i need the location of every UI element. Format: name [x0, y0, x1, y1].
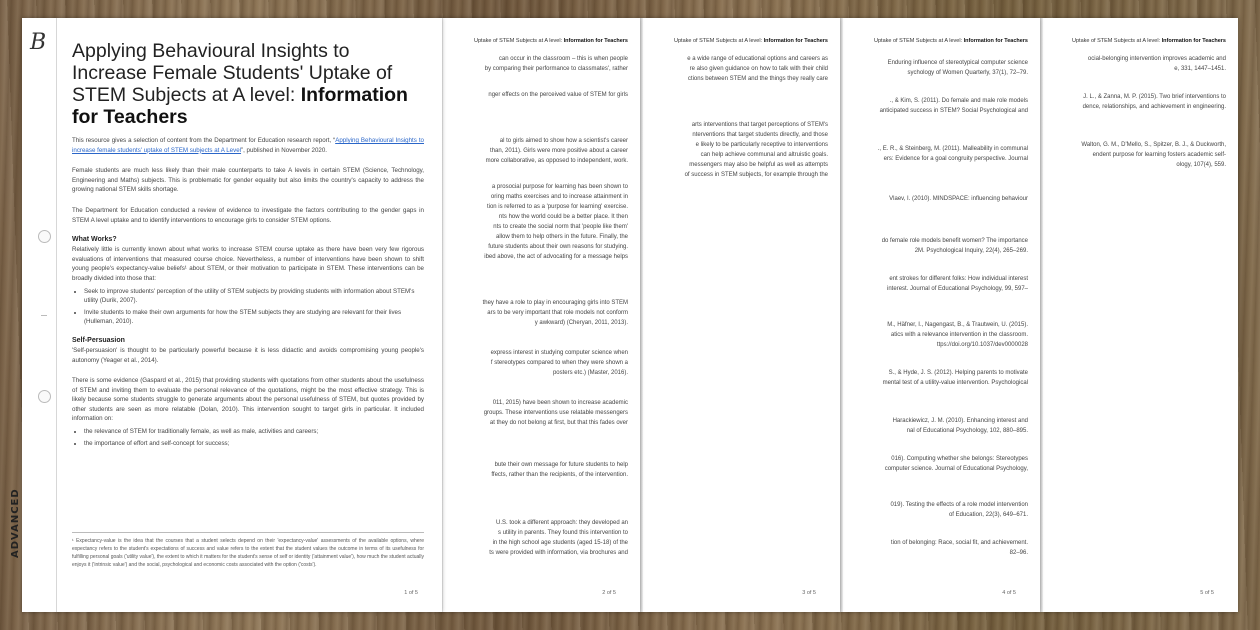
text-line: by comparing their performance to classmates', rather	[484, 66, 628, 72]
text-line: future students about their own reasons for studying.	[488, 244, 628, 250]
text-line: groups. These interventions use relatable messengers	[483, 410, 628, 416]
text-line: messengers may also be helpful as well as attempts	[689, 162, 828, 168]
paragraph: The Department for Education conducted a review of evidence to investigate the factors contributing to the gender gaps in STEM A level uptake and to identify interventions to encourage girls to consider STEM options.	[72, 206, 424, 224]
list-item: • Invite students to make their own arguments for how the STEM subjects they are studying are relevant for their lives (Hulleman, 2010).	[84, 308, 424, 327]
text-line: than, 2011). Girls were more positive about a career	[490, 148, 628, 154]
running-header: Uptake of STEM Subjects at A level: Information for Teachers	[474, 38, 628, 44]
text-line: endent purpose for learning fosters academic self-	[1092, 152, 1226, 158]
center-mark	[41, 315, 47, 316]
text-line: 016). Computing whether she belongs: Stereotypes	[891, 456, 1028, 462]
text-line: Walton, G. M., D'Mello, S., Spitzer, B. J., & Duckworth,	[1081, 142, 1226, 148]
logo-b-icon: B	[30, 30, 47, 55]
text-line: do female role models benefit women? The importance	[881, 238, 1028, 244]
page-fold-shadow	[840, 18, 843, 612]
section-heading-self-persuasion: Self-Persuasion	[72, 336, 125, 344]
text-line: Harackiewicz, J. M. (2010). Enhancing interest and	[892, 418, 1028, 424]
page-number: 5 of 5	[1200, 590, 1214, 596]
text-line: Enduring influence of stereotypical computer science	[887, 60, 1028, 66]
text-line: U.S. took a different approach: they developed an	[496, 520, 628, 526]
punch-hole-icon	[38, 390, 51, 403]
text-line: S., & Hyde, J. S. (2012). Helping parents to motivate	[888, 370, 1028, 376]
text-line: oring maths exercises and to increase attainment in	[490, 194, 628, 200]
text-line: Vlaev, I. (2010). MINDSPACE: influencing behaviour	[889, 196, 1028, 202]
footnote: ¹ Expectancy-value is the idea that the courses that a student selects depend on their 'expectancy-value' assessments of the available options, where expectancy refers to the student's expectations of success and value refers to the extent that the student values the outcome in terms of its usefulness for fulfilling personal goals ('utility value'), the extent to which it matters for the student's sense of self or identity ('attainment value'), how much the student actually enjoys it ('intrinsic value') and the social, psychological and economic costs associated with the option ('costs').	[72, 532, 424, 569]
text-line: ology, 107(4), 559.	[1176, 162, 1226, 168]
text-line: a prosocial purpose for learning has been shown to	[491, 184, 628, 190]
text-line: can occur in the classroom – this is when people	[498, 56, 628, 62]
bullet-list	[72, 427, 424, 448]
text-line: ocial-belonging intervention improves academic and	[1087, 56, 1226, 62]
text-line: ttps://doi.org/10.1037/dev0000028	[936, 342, 1028, 348]
section-heading-what-works: What Works?	[72, 236, 117, 244]
text-line: express interest in studying computer science when	[490, 350, 628, 356]
list-item: • the relevance of STEM for traditionally female, as well as male, activities and careers;	[84, 427, 424, 437]
text-line: ts were provided with information, via brochures and	[489, 550, 628, 556]
text-line: they have a role to play in encouraging girls into STEM	[482, 300, 628, 306]
text-line: e likely to be particularly receptive to interventions	[695, 142, 828, 148]
text-line: in the high school age students (aged 15-18) of the	[492, 540, 628, 546]
text-line: ffects, rather than the recipients, of the intervention.	[491, 472, 628, 478]
text-line: anticipated success in STEM? Social Psychological and	[879, 108, 1028, 114]
text-line: mental test of a utility-value intervention. Psychological	[882, 380, 1028, 386]
text-line: f stereotypes compared to when they were shown a	[490, 360, 628, 366]
text-line: of Education, 22(3), 649–671.	[948, 512, 1028, 518]
text-line: arts interventions that target perceptions of STEM's	[691, 122, 828, 128]
page-fold-shadow	[1040, 18, 1043, 612]
text-line: re also given guidance on how to talk with their child	[689, 66, 828, 72]
text-line: ars to be very important that role models not conform	[487, 310, 628, 316]
document-page-2	[440, 18, 640, 612]
text-line: M., Häfner, I., Nagengast, B., & Trautwein, U. (2015).	[887, 322, 1028, 328]
paragraph: Relatively little is currently known about what works to increase STEM course uptake as there have been very few rigorous evaluations of interventions that measured course choice. Nevertheless, a number of interventions have been shown to shift young people's expectancy-value beliefs¹ about STEM, or their motivation to participate in STEM. These interventions can be broadly divided into those that:	[72, 246, 424, 282]
bullet-list	[72, 287, 424, 327]
page-number: 3 of 5	[802, 590, 816, 596]
punch-hole-icon	[38, 230, 51, 243]
text-line: ibed above, the act of advocating for a message helps	[484, 254, 628, 260]
text-line: can help achieve communal and altruistic goals.	[700, 152, 828, 158]
running-header: Uptake of STEM Subjects at A level: Information for Teachers	[874, 38, 1028, 44]
text-line: allow them to help others in the future. Finally, the	[496, 234, 628, 240]
intro-paragraph: This resource gives a selection of content from the Department for Education research report, “Applying Behavioural Insights to increase female students' uptake of STEM subjects at A Level”, published in November 2020.	[72, 137, 424, 154]
text-line: bute their own message for future students to help	[494, 462, 628, 468]
text-line: posters etc.) (Master, 2016).	[552, 370, 628, 376]
page-number: 4 of 5	[1002, 590, 1016, 596]
text-line: ent strokes for different folks: How individual interest	[889, 276, 1028, 282]
text-line: ers: Evidence for a goal congruity perspective. Journal	[883, 156, 1028, 162]
text-line: nger effects on the perceived value of STEM for girls	[488, 92, 628, 98]
text-line: y awkward) (Cheryan, 2011, 2013).	[534, 320, 628, 326]
running-header: Uptake of STEM Subjects at A level: Information for Teachers	[1072, 38, 1226, 44]
paragraph: Female students are much less likely than their male counterparts to take A levels in certain STEM (Science, Technology, Engineering and Maths) subjects. This is problematic for gender equality but also limits the country's capacity to address the growing national STEM skills shortage.	[72, 167, 424, 194]
text-line: s utility in parents. They found this intervention to	[498, 530, 628, 536]
page-fold-shadow	[640, 18, 643, 612]
report-link[interactable]: Applying Behavioural Insights to increase female students' uptake of STEM subjects at A Level	[72, 137, 424, 154]
paragraph: 'Self-persuasion' is thought to be particularly powerful because it is less didactic and avoids compromising young people's autonomy (Yeager et al., 2014).	[72, 346, 424, 364]
list-item: • the importance of effort and self-concept for success;	[84, 439, 424, 449]
text-line: nterventions that target students directly, and those	[692, 132, 828, 138]
text-line: tion of belonging: Race, social fit, and achievement.	[890, 540, 1028, 546]
brand-advanced: ADVANCED	[10, 488, 21, 558]
text-line: e a wide range of educational options and careers as	[687, 56, 828, 62]
text-line: atics with a relevance intervention in the classroom.	[890, 332, 1028, 338]
text-line: J. L., & Zanna, M. P. (2015). Two brief interventions to	[1083, 94, 1226, 100]
text-line: more collaborative, as opposed to independent, work.	[485, 158, 628, 164]
document-page-4	[840, 18, 1040, 612]
text-line: e, 331, 1447–1451.	[1174, 66, 1226, 72]
text-line: dence, relationships, and achievement in engineering.	[1082, 104, 1226, 110]
text-line: ., & Kim, S. (2011). Do female and male role models	[889, 98, 1028, 104]
text-line: sychology of Women Quarterly, 37(1), 72–79.	[907, 70, 1028, 76]
document-title: Applying Behavioural Insights to Increase Female Students' Uptake of STEM Subjects at A level: Information for Teachers	[72, 40, 408, 128]
text-line: 82–96.	[1009, 550, 1028, 556]
page-number: 2 of 5	[602, 590, 616, 596]
text-line: 011, 2015) have been shown to increase academic	[492, 400, 628, 406]
text-line: nts how the world could be a better place. It then	[498, 214, 628, 220]
text-line: of success in STEM subjects, for example through the	[684, 172, 828, 178]
document-page-3	[640, 18, 840, 612]
page-number: 1 of 5	[404, 590, 418, 596]
text-line: at they do not belong at first, but that this fades over	[489, 420, 628, 426]
text-line: ctions between STEM and the things they really care	[687, 76, 828, 82]
text-line: interest. Journal of Educational Psychology, 99, 597–	[887, 286, 1028, 292]
text-line: tion is referred to as a 'purpose for learning' exercise.	[486, 204, 628, 210]
paragraph: There is some evidence (Gaspard et al., 2015) that providing students with quotations from other students about the usefulness of STEM and inviting them to evaluate the personal relevance of the quotations, might be the most effective strategy. This is likely because some students struggle to generate arguments about the personal usefulness of STEM, but quotes provided by other students are seen as more relatable (Dolan, 2010). This intervention sought to target girls in particular. It included information on:	[72, 377, 424, 423]
binder-spine	[10, 18, 57, 612]
text-line: ., E. R., & Steinberg, M. (2011). Malleability in communal	[877, 146, 1028, 152]
document-page-5	[1040, 18, 1238, 612]
page-1-content	[72, 40, 424, 458]
text-line: computer science. Journal of Educational Psychology,	[884, 466, 1028, 472]
text-line: al to girls aimed to show how a scientist's career	[499, 138, 628, 144]
document-page-1	[10, 18, 442, 612]
text-line: nts to create the social norm that 'people like them'	[493, 224, 628, 230]
text-line: 2M. Psychological Inquiry, 22(4), 265–269.	[914, 248, 1028, 254]
text-line: 019). Testing the effects of a role model intervention	[890, 502, 1028, 508]
text-line: nal of Educational Psychology, 102, 880–895.	[906, 428, 1028, 434]
running-header: Uptake of STEM Subjects at A level: Information for Teachers	[674, 38, 828, 44]
list-item: • Seek to improve students' perception of the utility of STEM subjects by providing students with information about STEM's utility (Durik, 2007).	[84, 287, 424, 306]
